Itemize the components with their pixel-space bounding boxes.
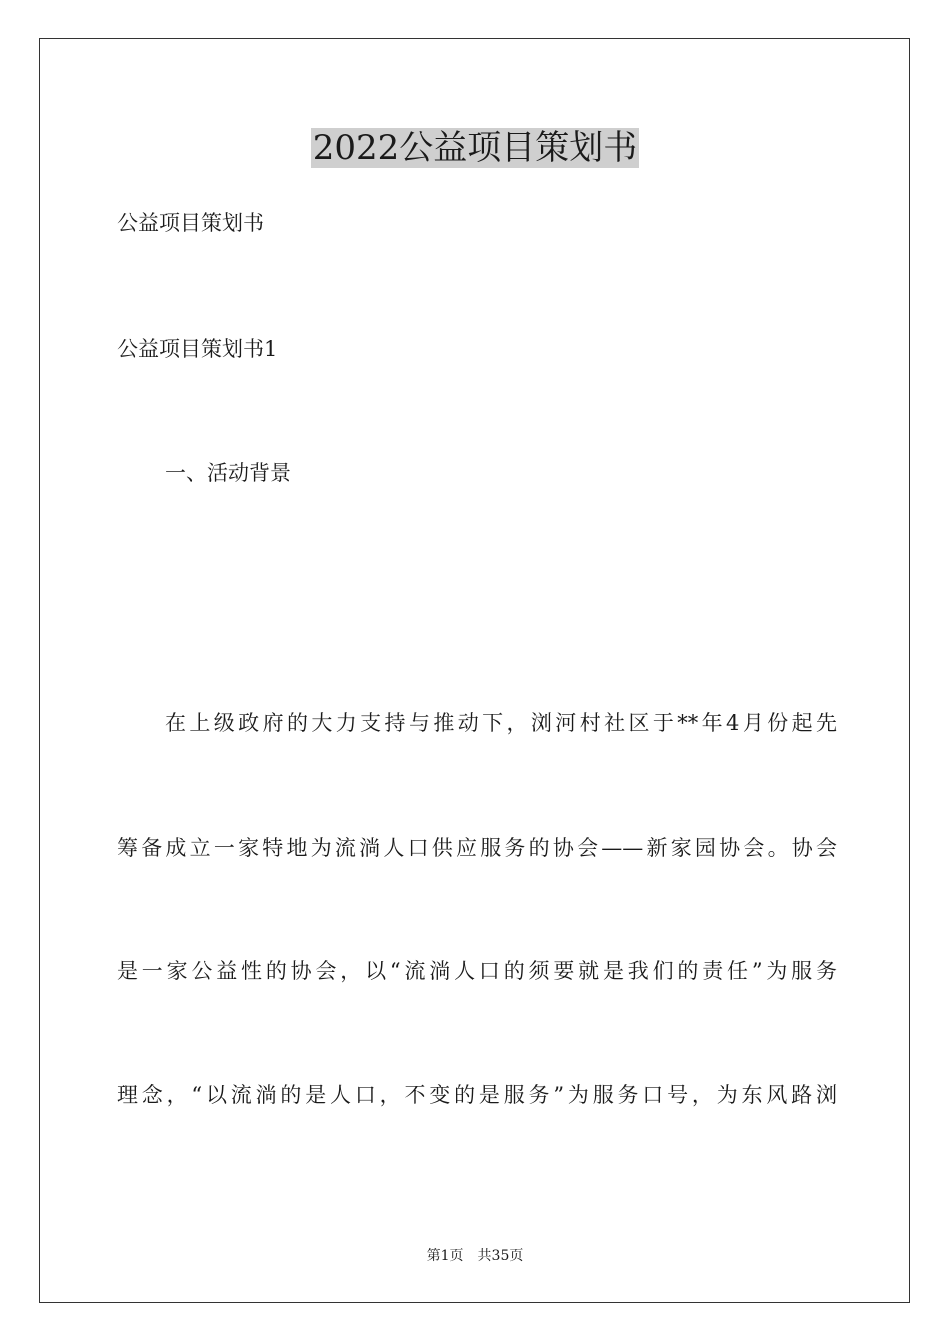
page-footer (0, 1246, 950, 1266)
page-number-total: 共35页 (477, 1248, 524, 1264)
document-title-text: 2022公益项目策划书 (312, 128, 638, 168)
section-title: 公益项目策划书1 (117, 337, 278, 361)
heading-activity-background: 一、活动背景 (165, 461, 291, 485)
document-subtitle: 公益项目策划书 (117, 211, 264, 235)
paragraph-line: 理念，“以流淌的是人口，不变的是服务”为服务口号，为东风路浏 (117, 1083, 837, 1107)
paragraph-line: 是一家公益性的协会，以“流淌人口的须要就是我们的责任”为服务 (117, 959, 837, 983)
document-title (0, 126, 950, 170)
page-number-current: 第1页 (426, 1248, 464, 1264)
paragraph-line: 在上级政府的大力支持与推动下，浏河村社区于**年4月份起先 (165, 711, 837, 735)
paragraph-line: 筹备成立一家特地为流淌人口供应服务的协会——新家园协会。协会 (117, 836, 837, 860)
